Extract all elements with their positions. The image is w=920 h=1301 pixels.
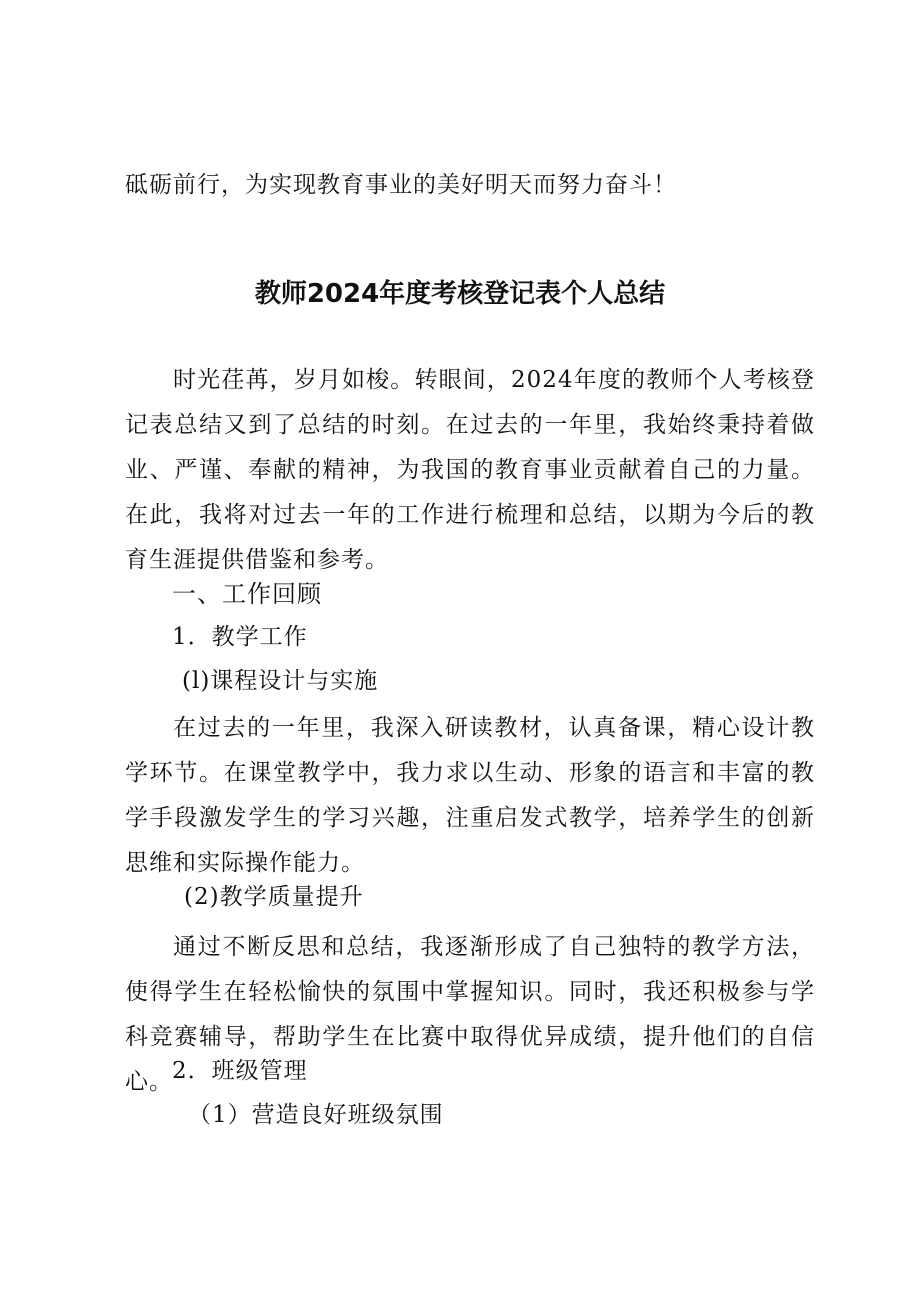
- opening-paragraph: 时光荏苒，岁月如梭。转眼间，2024年度的教师个人考核登记表总结又到了总结的时刻。在过去的一年里，我始终秉持着做业、严谨、奉献的精神，为我国的教育事业贡献着自己的力量。在此，我将对过去一年的工作进行梳理和总结，以期为今后的教育生涯提供借鉴和参考。: [125, 367, 815, 573]
- section1-sub1-item1-body: 在过去的一年里，我深入研读教材，认真备课，精心设计教学环节。在课堂教学中，我力求以生动、形象的语言和丰富的教学手段激发学生的学习兴趣，注重启发式教学，培养学生的创新思维和实际操作能力。: [125, 715, 815, 876]
- section1-sub2-heading: 2．班级管理: [172, 1058, 308, 1084]
- section1-heading: 一、工作回顾: [172, 580, 322, 608]
- section1-sub1-item2-heading: (2)教学质量提升: [184, 884, 364, 910]
- section1-sub1-item1-heading: (l)课程设计与实施: [182, 668, 379, 694]
- document-title: 教师2024年度考核登记表个人总结: [254, 279, 666, 309]
- section1-sub1-item2-body: 通过不断反思和总结，我逐渐形成了自己独特的教学方法，使得学生在轻松愉快的氛围中掌握知识。同时，我还积极参与学科竞赛辅导，帮助学生在比赛中取得优异成绩，提升他们的自信心。: [125, 934, 815, 1095]
- intro-tail-line: 砥砺前行，为实现教育事业的美好明天而努力奋斗！: [125, 172, 677, 198]
- section1-sub1-heading: 1．教学工作: [172, 624, 308, 650]
- section1-sub2-item1-heading: （1）营造良好班级氛围: [188, 1102, 444, 1128]
